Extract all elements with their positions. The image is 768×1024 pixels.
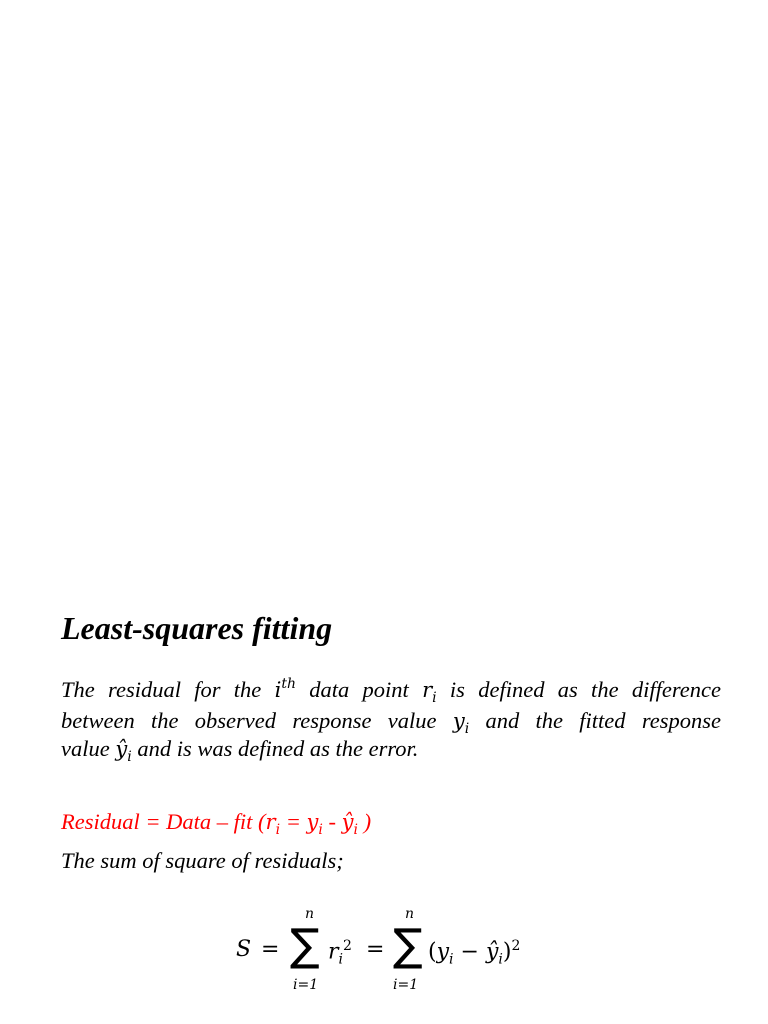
- residual-definition-paragraph: [61, 676, 722, 766]
- formula-equals-1: =: [261, 937, 280, 962]
- residual-equation: Residual = Data – fit ($r_i = y_i$ - $ŷ_i$ ): [61, 809, 372, 839]
- paragraph-line-2: between the observed response value $y_i$ and the fitted response: [61, 708, 722, 738]
- summation-symbol-1: ∑: [290, 920, 320, 971]
- formula-difference-squared: ($y_i$ − $ŷ_i)^2$: [428, 938, 521, 968]
- formula-r-i-squared: $r_i^2$: [328, 938, 352, 968]
- math-th-superscript: th: [281, 676, 296, 692]
- sum2-upper-limit: n: [405, 906, 415, 922]
- math-y-i: $y_i$: [452, 709, 470, 738]
- sum-of-squares-formula: [236, 902, 536, 998]
- slide-title: Least-squares fitting: [61, 610, 333, 646]
- math-y-hat-i: $ŷ_i$: [115, 737, 132, 766]
- sum-of-squares-label: The sum of square of residuals;: [61, 848, 344, 873]
- summation-symbol-2: ∑: [393, 920, 423, 971]
- sum1-upper-limit: n: [305, 906, 315, 922]
- math-i: i: [274, 678, 282, 702]
- paragraph-line-3: value $ŷ_i$ and is was defined as the error.: [61, 736, 419, 766]
- sum2-lower-limit: i=1: [393, 977, 419, 993]
- math-r-i: $r_i$: [422, 678, 437, 707]
- sum1-lower-limit: i=1: [293, 977, 319, 993]
- paragraph-line-1: The residual for the $i^{th}$ data point $r_i$ is defined as the difference: [61, 676, 721, 707]
- formula-s: S: [236, 937, 252, 962]
- formula-equals-2: =: [366, 937, 385, 962]
